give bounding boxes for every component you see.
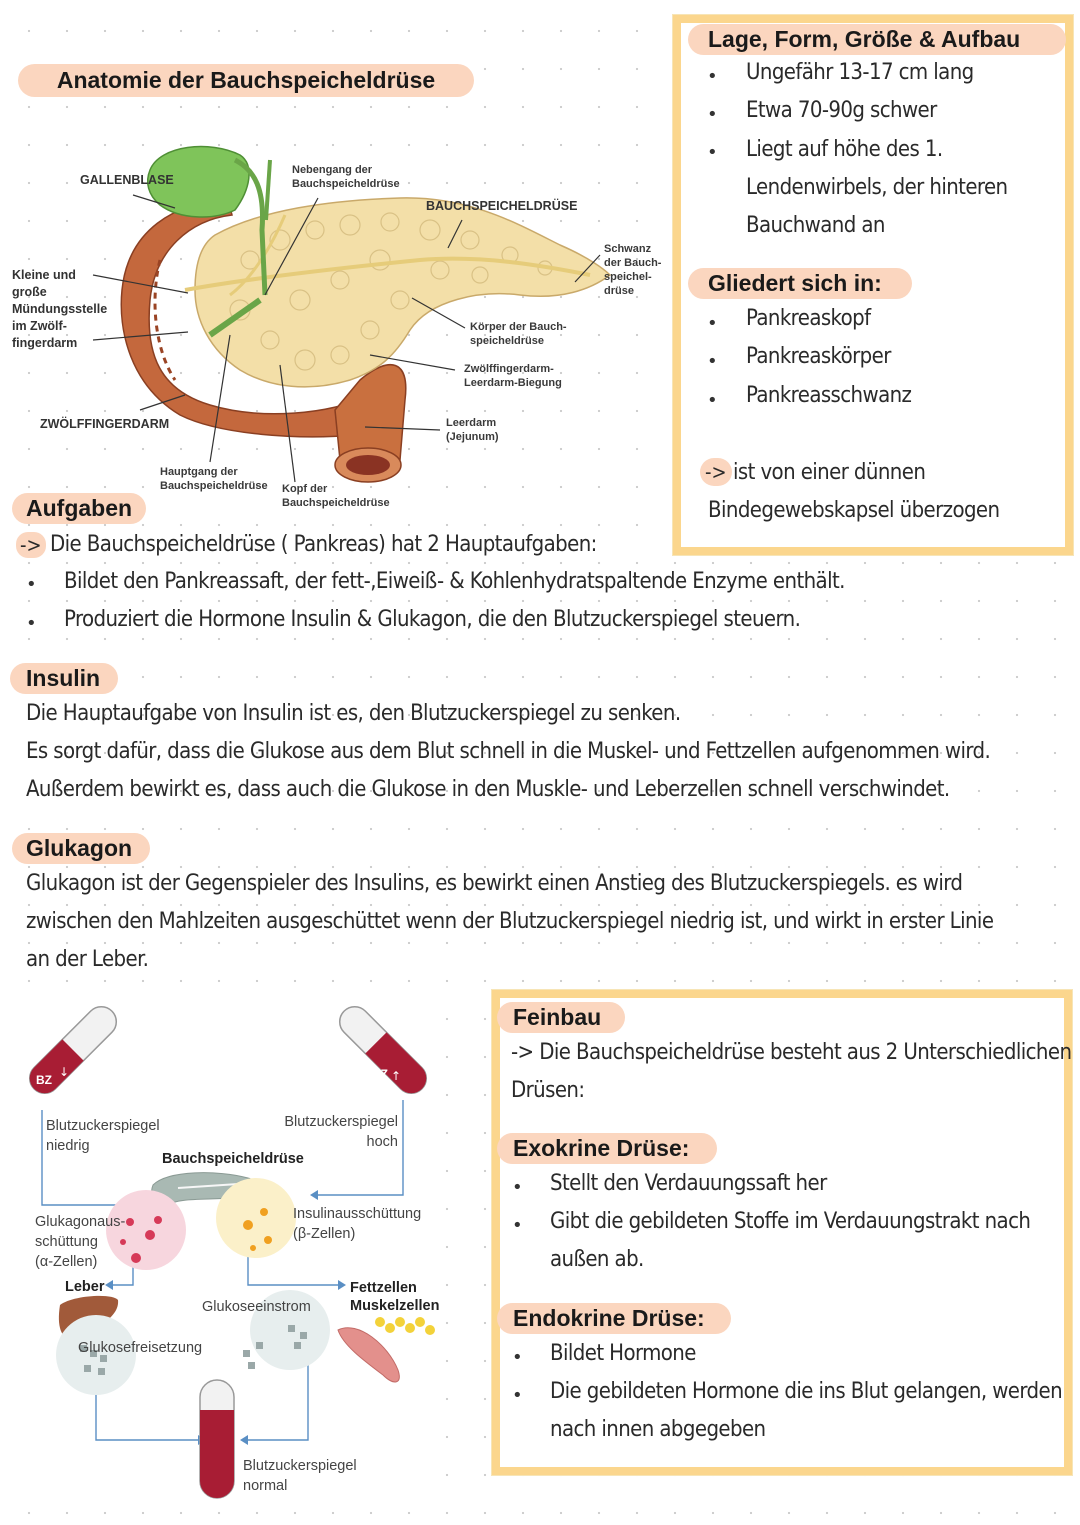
label-muendung-3: Mündungsstelle [12, 302, 108, 316]
label-schwanz-1: Schwanz [604, 243, 652, 255]
test-tube-normal-icon [200, 1380, 234, 1498]
label-kopf-2: Bauchspeicheldrüse [282, 497, 390, 509]
bullet: • [707, 142, 718, 163]
glukagon-line-1: Glukagon ist der Gegenspieler des Insulins, es bewirkt einen Anstieg des Blutzuckerspiegels. es wird [26, 871, 963, 896]
blood-sugar-diagram [18, 1000, 444, 1500]
exokrin-item-1: Stellt den Verdauungssaft her [550, 1171, 827, 1196]
note-line-2: Bindegewebskapsel überzogen [708, 498, 1000, 523]
glukagon-line-3: an der Leber. [26, 947, 149, 972]
label-leerdarm-1: Leerdarm [446, 417, 497, 429]
diagram-normal-2: normal [243, 1478, 288, 1494]
diagram-fett: Fettzellen [350, 1280, 417, 1296]
test-tube-high-icon [334, 1001, 433, 1100]
label-schwanz-4: drüse [604, 285, 634, 297]
endokrin-item-1: Bildet Hormone [550, 1341, 696, 1366]
label-nebengang-2: Bauchspeicheldrüse [292, 178, 400, 190]
diagram-muskel: Muskelzellen [350, 1298, 440, 1314]
diagram-glukagon-2: schüttung [35, 1234, 98, 1250]
glukagon-line-2: zwischen den Mahlzeiten ausgeschüttet wenn der Blutzuckerspiegel niedrig ist, und wirkt in erster Linie [26, 909, 994, 934]
lage-heading: Lage, Form, Größe & Aufbau [688, 24, 1066, 55]
diagram-insulin-2: (β-Zellen) [293, 1226, 356, 1242]
aufgaben-item-1: Bildet den Pankreassaft, der fett-,Eiweiß- & Kohlenhydratspaltende Enzyme enthält. [64, 569, 845, 594]
label-koerper-1: Körper der Bauch- [470, 321, 567, 333]
label-muendung-5: fingerdarm [12, 336, 78, 350]
diagram-low-2: niedrig [46, 1138, 90, 1154]
feinbau-heading: Feinbau [497, 1002, 625, 1033]
endokrin-item-2: Die gebildeten Hormone die ins Blut gelangen, werden [550, 1379, 1063, 1404]
label-biegung-2: Leerdarm-Biegung [464, 377, 562, 389]
bullet: • [707, 390, 718, 411]
diagram-low-1: Blutzuckerspiegel [46, 1118, 160, 1134]
label-leerdarm-2: (Jejunum) [446, 431, 499, 443]
diagram-pancreas: Bauchspeicheldrüse [162, 1151, 304, 1167]
label-nebengang-1: Nebengang der [292, 164, 373, 176]
note-arrow: -> [700, 458, 732, 486]
lage-item-3-cont-1: Lendenwirbels, der hinteren [746, 175, 1008, 200]
diagram-glukagon-1: Glukagonaus- [35, 1214, 126, 1230]
gliedert-item-3: Pankreasschwanz [746, 383, 912, 408]
glukagon-heading: Glukagon [12, 833, 150, 864]
fat-cells-icon [375, 1317, 435, 1335]
page-title: Anatomie der Bauchspeicheldrüse [18, 64, 474, 97]
aufgaben-heading: Aufgaben [12, 493, 146, 524]
bullet: • [707, 351, 718, 372]
diagram-high-1: Blutzuckerspiegel [284, 1114, 398, 1130]
exokrin-item-2-cont: außen ab. [550, 1247, 644, 1272]
label-muendung-1: Kleine und [12, 268, 76, 282]
bullet: • [707, 104, 718, 125]
aufgaben-arrow: -> [16, 532, 46, 558]
diagram-normal-1: Blutzuckerspiegel [243, 1458, 357, 1474]
diagram-insulin-1: Insulinausschüttung [293, 1206, 422, 1222]
bullet: • [26, 613, 37, 634]
endokrin-item-2-cont: nach innen abgegeben [550, 1417, 766, 1442]
aufgaben-intro: Die Bauchspeicheldrüse ( Pankreas) hat 2 Hauptaufgaben: [50, 532, 597, 557]
exokrin-heading: Exokrine Drüse: [497, 1133, 717, 1164]
label-hauptgang-1: Hauptgang der [160, 466, 238, 478]
bullet: • [707, 66, 718, 87]
insulin-line-2: Es sorgt dafür, dass die Glukose aus dem Blut schnell in die Muskel- und Fettzellen aufgenommen wird. [26, 739, 991, 764]
exokrin-item-2: Gibt die gebildeten Stoffe im Verdauungstrakt nach [550, 1209, 1031, 1234]
muscle-icon [338, 1328, 399, 1382]
bz-high-label: BZ [372, 1067, 388, 1081]
gliedert-item-1: Pankreaskopf [746, 306, 871, 331]
label-schwanz-2: der Bauch- [604, 257, 662, 269]
diagram-leber: Leber [65, 1279, 105, 1295]
feinbau-intro-2: Drüsen: [511, 1078, 585, 1103]
bullet: • [512, 1347, 523, 1368]
lage-item-3-cont-2: Bauchwand an [746, 213, 885, 238]
bullet: • [512, 1385, 523, 1406]
endokrin-heading: Endokrine Drüse: [497, 1303, 731, 1334]
label-muendung-2: große [12, 285, 47, 299]
bullet: • [512, 1215, 523, 1236]
pancreas-anatomy-illustration [0, 130, 670, 515]
label-hauptgang-2: Bauchspeicheldrüse [160, 480, 268, 492]
gliedert-heading: Gliedert sich in: [688, 268, 912, 299]
diagram-high-2: hoch [366, 1134, 398, 1150]
label-zwoelffingerdarm: ZWÖLFFINGERDARM [40, 417, 170, 431]
label-kopf-1: Kopf der [282, 483, 328, 495]
pancreas-shape [195, 198, 610, 387]
lage-item-1: Ungefähr 13-17 cm lang [746, 60, 974, 85]
label-schwanz-3: speichel- [604, 271, 652, 283]
diagram-glukagon-3: (α-Zellen) [35, 1254, 98, 1270]
diagram-freisetzung: Glukosefreisetzung [78, 1340, 203, 1356]
gliedert-item-2: Pankreaskörper [746, 344, 891, 369]
label-gallenblase: GALLENBLASE [80, 173, 174, 187]
insulin-heading: Insulin [10, 663, 118, 694]
lage-item-3: Liegt auf höhe des 1. [746, 137, 943, 162]
label-bauchspeicheldruese: BAUCHSPEICHELDRÜSE [426, 199, 578, 213]
bullet: • [707, 313, 718, 334]
aufgaben-item-2: Produziert die Hormone Insulin & Glukagon, die den Blutzuckerspiegel steuern. [64, 607, 801, 632]
diagram-einstrom: Glukoseeinstrom [202, 1299, 311, 1315]
lage-item-2: Etwa 70-90g schwer [746, 98, 937, 123]
bullet: • [26, 574, 37, 595]
insulin-line-1: Die Hauptaufgabe von Insulin ist es, den Blutzuckerspiegel zu senken. [26, 701, 681, 726]
label-koerper-2: speicheldrüse [470, 335, 544, 347]
insulin-line-3: Außerdem bewirkt es, dass auch die Glukose in den Muskle- und Leberzellen schnell verschwindet. [26, 777, 950, 802]
bullet: • [512, 1177, 523, 1198]
bz-low-label: BZ [36, 1073, 52, 1087]
arrow-down-icon: ↓ [59, 1065, 70, 1079]
note-line-1: ist von einer dünnen [733, 460, 926, 485]
feinbau-intro-1: -> Die Bauchspeicheldrüse besteht aus 2 Unterschiedlichen [511, 1040, 1072, 1065]
arrow-up-icon: ↑ [391, 1069, 402, 1083]
label-muendung-4: im Zwölf- [12, 319, 67, 333]
label-biegung-1: Zwölffingerdarm- [464, 363, 554, 375]
